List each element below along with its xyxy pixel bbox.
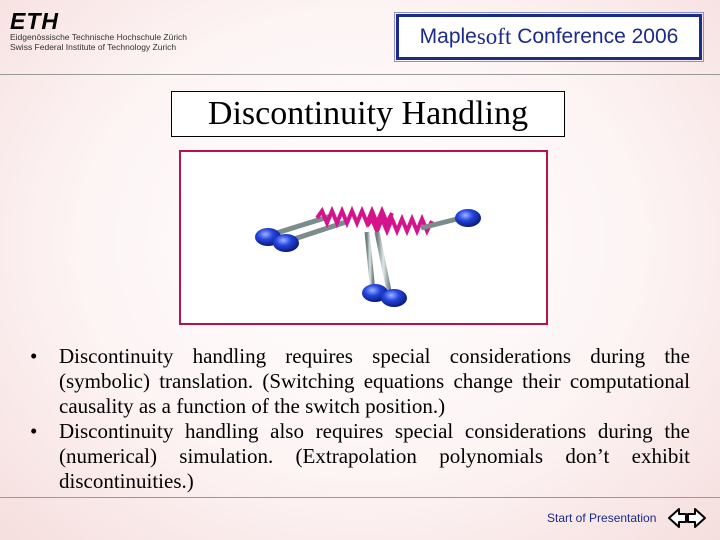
bullet-list [30, 344, 690, 494]
bullet-text: Discontinuity handling also requires special considerations during the (numerical) simulation. (Extrapolation polynomials don’t exhibit discontinuities.) [59, 419, 690, 493]
switch-illustration-graphic [181, 152, 546, 323]
conference-banner [396, 14, 702, 60]
bullet-item [30, 344, 690, 419]
slide-title [171, 91, 565, 137]
bullet-marker: • [30, 419, 38, 443]
conference-prefix: Maple [419, 25, 477, 48]
bullet-text: Discontinuity handling requires special considerations during the (symbolic) translation. (Switching equations change their computational causality as a function of the switch position.) [59, 344, 690, 418]
back-forward-arrows-icon[interactable] [667, 506, 707, 530]
eth-logo-text: ETH [10, 8, 59, 34]
start-of-presentation-link[interactable]: Start of Presentation [547, 511, 657, 525]
slide-title-text: Discontinuity Handling [207, 95, 529, 132]
switch-illustration [179, 150, 548, 325]
conference-suffix: Conference 2006 [511, 25, 679, 48]
conference-soft: soft [476, 24, 512, 49]
bullet-item [30, 419, 690, 494]
eth-logo-line2: Swiss Federal Institute of Technology Zurich [10, 42, 177, 52]
footer-divider [0, 497, 720, 498]
eth-logo [10, 10, 210, 62]
bullet-marker: • [30, 344, 38, 368]
header-divider [0, 74, 720, 75]
eth-logo-line1: Eidgenössische Technische Hochschule Zürich [10, 32, 188, 42]
